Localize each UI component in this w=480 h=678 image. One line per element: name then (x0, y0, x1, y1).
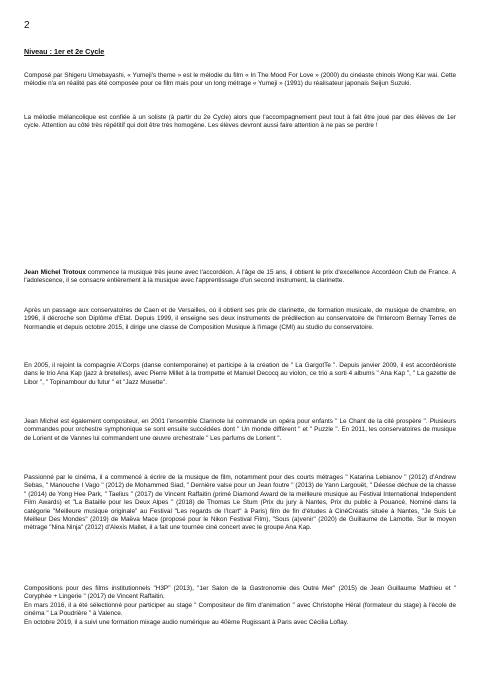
bio-paragraph: Après un passage aux conservatoires de Caen et de Versailles, où il obtient ses prix de clarinette, de formation musicale, de musique de chambre, en 1996, il décroche son Diplôme d'Etat. Depuis 1999, il enseigne ses deux instruments de prédilection au conservatoire de l'Intercom Bernay Terres de Normandie et depuis octobre 2015, il dirige une classe de Composition Musique à l'image (CMI) au studio du conservatoire. (24, 307, 456, 331)
bio-name: Jean Michel Trotoux (24, 269, 86, 276)
intro-paragraph: Composé par Shigeru Umebayashi, « Yumeji's theme » est le mélodie du film « In The Mood For Love » (2000) du cinéaste chinois Wong Kar wai. Cette mélodie n'a en réalité pas été composée pour ce film mais pour un long métrage « Yumeji » (1991) du réalisateur japonais Seijun Suzuki. (24, 72, 456, 88)
bio-paragraph: Passionné par le cinéma, il a commencé à écrire de la musique de film, notamment pour des courts métrages " Katarina Lebianov " (2012) d'Andrew Sebas, " Manouche I Vago " (2012) de Mohammed Siad, " Dernière valse pour un Jean foutre " (2013) de Yann Largouët, " Déesse déchue de la chasse " (2014) de Yong Hee Park, " Taelius " (2017) de Vincent Raffaitin (primé Diamond Award de la meilleure musique au Festival International Independent Film Awards) et "La Bataille pour les Deux Alpes " (2018) de Thomas Le Stum (Prix du jury à Nantes, Prix du public à Pouancé, Nominé dans la catégorie "Meilleure musique originale" au Festival "Les regards de l'Icart" à Paris) film de fin d'études à CinéCréatis située à Nantes, "Je Suis Le Meilleur Des Mondes" (2019) de Maëva Mace (proposé pour le Nikon Festival Film), "Sous (a)venir" (2020) de Guillaume de Lamotte. Sur le moyen métrage "Nina Ninja" (2012) d'Alexis Mallet, il a fait une tournée ciné concert avec le groupe Ana Kap. (24, 474, 456, 532)
intro-paragraph: La mélodie mélancolique est confiée à un soliste (à partir du 2e Cycle) alors que l'accompagnement peut tout à fait être joué par des élèves de 1er cycle. Attention au côté très répétitif qui doit être très homogène. Les élèves devront aussi faire attention à ne pas se perdre ! (24, 114, 456, 130)
bio-paragraph: En 2005, il rejoint la compagnie A'Corps (danse contemporaine) et participe à la création de " La GargotTe ". Depuis janvier 2009, il est accordéoniste dans le trio Ana Kap (jazz à bretelles), avec Pierre Millet à la trompette et Manuel Decocq au violon, ce trio a sorti 4 albums " Ana Kap ", " La gazette de Libor ", " Topinambour du futur " et "Jazz Musette". (24, 362, 456, 386)
bio-paragraph: Compositions pour des films institutionnels "H3P" (2013), "1er Salon de la Gastronomie des Outre Mer" (2015) de Jean Guillaume Mathieu et " Coryphée + Lingerie " (2017) de Vincent Raffaitin. En mars 2016, il a été sélectionné pour participer au stage " Compositeur de film d'animation " avec Christophe Héral (formateur du stage) à l'école de cinéma " La Poudrière " à Valence. En octobre 2019, il a suivi une formation mixage audio numérique au 40ème Rugissant à Paris avec Cécilia Loflay. (24, 585, 456, 626)
bio-paragraph: Jean Michel est également compositeur, en 2001 l'ensemble Clarinote lui commande un opéra pour enfants " Le Chant de la cité prospère ". Plusieurs commandes pour orchestre symphonique se sont ensuite succédées dont " Un monde différent " et " Puzzle ". En 2011, les conservatoires de musique de Lorient et de Vannes lui commandent une œuvre orchestrale " Les parfums de Lorient ". (24, 418, 456, 442)
section-heading: Niveau : 1er et 2e Cycle (24, 47, 105, 56)
bio-paragraph (24, 269, 456, 286)
bio-intro-text: commence la musique très jeune avec l'accordéon. A l'âge de 15 ans, il obtient le prix d'excellence Accordéon Club de France. A l'adolescence, il se consacre entièrement à la musique avec l'apprentissage d'un second instrument, la clarinette. (24, 269, 456, 285)
page-number: 2 (24, 20, 30, 31)
